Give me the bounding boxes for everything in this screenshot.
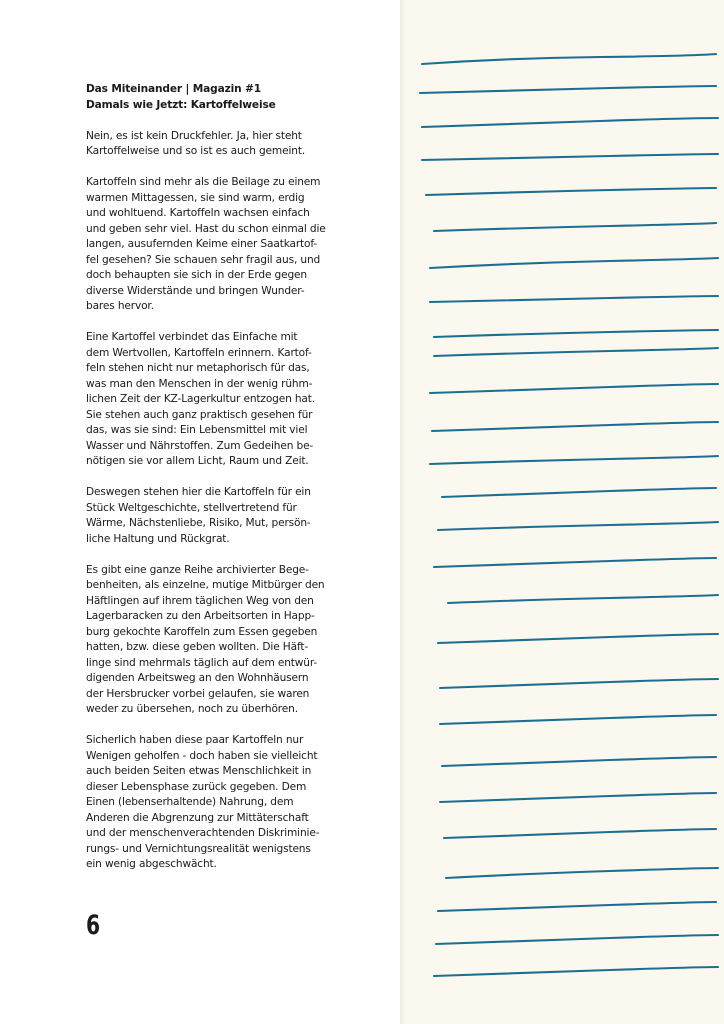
ink-line [440,715,716,724]
paragraph-1 [86,129,336,160]
paragraph-3 [86,330,336,470]
text-line: doch behaupten sie sich in der Erde gegen [86,269,307,281]
text-line: Es gibt eine ganze Reihe archivierter Bege- [86,563,309,576]
text-line: diverse Widerstände und bringen Wunder- [86,284,305,297]
text-line: dem Wertvollen, Kartoffeln erinnern. Kartof- [86,346,312,359]
text-line: Wasser und Nährstoffen. Zum Gedeihen be- [86,439,314,452]
text-line: fel gesehen? Sie schauen sehr fragil aus, und [86,253,321,266]
ink-line [440,793,716,802]
ink-line [430,384,718,393]
ink-line [436,935,718,944]
ink-line [438,634,718,643]
ink-line [442,488,716,497]
text-line: lichen Zeit der KZ-Lagerkultur entzogen hat. [86,393,315,405]
ink-line [442,757,716,766]
page-number: 6 [86,910,101,941]
text-line: Kartoffelweise und so ist es auch gemeint. [86,145,306,157]
text-line: Wenigen geholfen - doch haben sie vielleicht [86,749,318,762]
paragraph-4 [86,485,336,547]
text-line: Nein, es ist kein Druckfehler. Ja, hier steht [86,129,302,142]
text-line: das, was sie sind: Ein Lebensmittel mit viel [86,424,308,436]
ink-line [444,829,716,838]
text-line: hatten, bzw. diese geben wollten. Die Häft- [86,641,309,653]
text-line: was man den Menschen in der wenig rühm- [86,377,313,390]
ink-line [420,86,716,93]
text-line: Deswegen stehen hier die Kartoffeln für ein [86,486,311,498]
ink-line [434,558,716,567]
paragraph-5 [86,563,336,718]
text-line: Häftlingen auf ihrem täglichen Weg von den [86,594,314,607]
text-line: ein wenig abgeschwächt. [86,858,217,870]
text-line: Lagerbaracken zu den Arbeitsorten in Happ- [86,610,315,622]
article-column [86,82,336,888]
ink-line [438,902,716,911]
ink-line [446,868,718,878]
ink-line [430,456,718,464]
text-line: und der menschenverachtenden Diskriminie- [86,827,320,839]
text-line: Eine Kartoffel verbindet das Einfache mit [86,331,298,343]
paragraph-2 [86,175,336,315]
text-line: auch beiden Seiten etwas Menschlichkeit in [86,765,312,777]
ink-line [438,522,718,530]
text-line: nötigen sie vor allem Licht, Raum und Zeit. [86,455,309,467]
ink-line [430,258,718,268]
text-line: der Hersbrucker vorbei gelaufen, sie waren [86,687,310,700]
text-line: Wärme, Nächstenliebe, Risiko, Mut, persön- [86,517,311,529]
text-line: bares hervor. [86,300,154,312]
ink-line [432,422,718,431]
paragraph-6 [86,733,336,873]
ink-line [434,330,718,337]
text-line: Sicherlich haben diese paar Kartoffeln nur [86,734,304,746]
text-line: Einen (lebenserhaltende) Nahrung, dem [86,796,294,808]
ink-line [440,679,718,688]
text-line: Anderen die Abgrenzung zur Mittäterschaft [86,811,309,824]
ink-line [422,118,718,127]
text-line: weder zu übersehen, noch zu überhören. [86,703,298,715]
magazine-title: Das Miteinander | Magazin #1 [86,83,261,95]
ink-line [422,54,716,64]
text-line: und geben sehr viel. Hast du schon einmal die [86,222,326,235]
ink-line [430,296,718,302]
text-line: burg gekochte Karoffeln zum Essen gegeben [86,625,318,638]
text-line: dieser Lebensphase zurück gegeben. Dem [86,780,307,793]
text-line: digenden Arbeitsweg an den Wohnhäusern [86,672,309,684]
text-line: langen, ausufernden Keime einer Saatkartof- [86,238,318,250]
text-line: benheiten, als einzelne, mutige Mitbürger den [86,579,325,591]
text-line: feln stehen nicht nur metaphorisch für das, [86,362,310,374]
ink-line [434,223,716,231]
text-line: warmen Mittagessen, sie sind warm, erdig [86,191,305,204]
text-line: und wohltuend. Kartoffeln wachsen einfach [86,207,310,219]
ink-line [434,967,718,976]
ink-line [422,154,718,160]
ink-line [426,188,716,195]
ink-line [448,595,718,603]
text-line: liche Haltung und Rückgrat. [86,532,230,545]
text-line: Stück Weltgeschichte, stellvertretend für [86,501,297,514]
ink-line [434,348,718,356]
article-title: Damals wie Jetzt: Kartoffelweise [86,98,276,111]
text-line: Sie stehen auch ganz praktisch gesehen für [86,408,313,421]
handwritten-lines-drawing [400,0,724,1024]
text-line: rungs- und Vernichtungsrealität wenigstens [86,842,311,855]
text-line: Kartoffeln sind mehr als die Beilage zu einem [86,176,321,188]
text-line: linge sind mehrmals täglich auf dem entwür- [86,656,318,669]
